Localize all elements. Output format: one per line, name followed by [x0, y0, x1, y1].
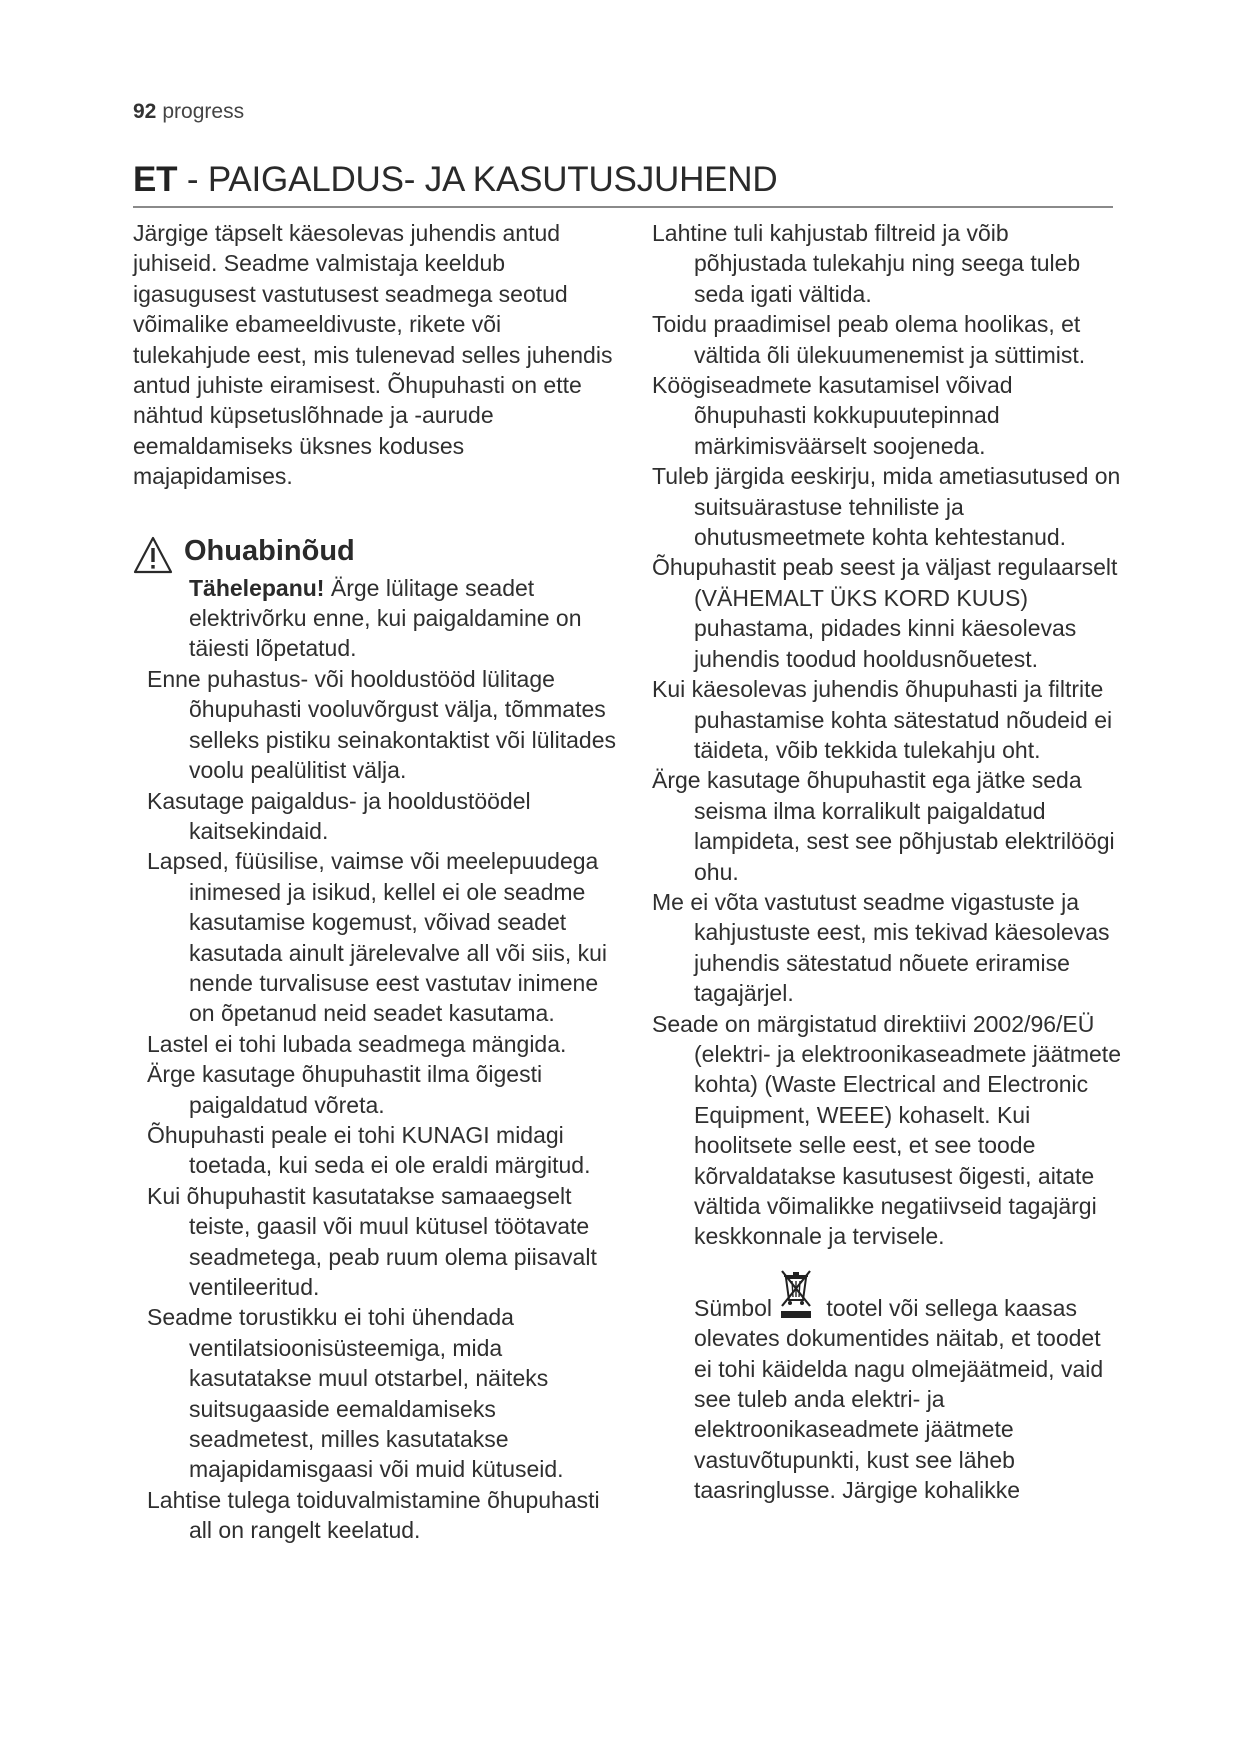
list-item: Seade on märgistatud direktiivi 2002/96/EÜ (elektri- ja elektroonikaseadmete jäätmete kohta) (Waste Electrical and Electronic Equipment, WEEE) kohaselt. Kui hoolitsete selle eest, et see toode kõrvaldatakse kasutusest õigesti, aitate vältida võimalikke negatiivseid tagajärgi keskkonnale ja tervisele. — [652, 1010, 1121, 1250]
list-item: Köögiseadmete kasutamisel võivad õhupuhasti kokkupuutepinnad märkimisväärselt soojeneda. — [652, 372, 1013, 459]
symbol-prefix: Sümbol — [694, 1294, 772, 1321]
list-item: Kui käesolevas juhendis õhupuhasti ja filtrite puhastamise kohta sätestatud nõudeid ei täideta, võib tekkida tulekahju oht. — [652, 676, 1113, 763]
list-item: Lastel ei tohi lubada seadmega mängida. — [147, 1030, 567, 1057]
list-item: Õhupuhastit peab seest ja väljast regulaarselt (VÄHEMALT ÜKS KORD KUUS) puhastama, pidades kinni käesolevas juhendis toodud hooldusnõuetest. — [652, 554, 1118, 672]
page-number: 92 — [133, 100, 157, 123]
brand-name: progress — [162, 100, 245, 123]
list-item: Seadme torustikku ei tohi ühendada ventilatsioonisüsteemiga, mida kasutatakse muul otstarbel, näiteks suitsugaaside eemaldamiseks seadmetest, milles kasutatakse majapidamisgaasi või muid kütuseid. — [147, 1304, 564, 1483]
section-title: Ohuabinõud — [184, 534, 355, 567]
attention-label: Tähelepanu! — [189, 574, 325, 601]
safety-list-left — [147, 664, 623, 1546]
list-item: Ärge kasutage õhupuhastit ega jätke seda seisma ilma korralikult paigaldatud lampideta, sest see põhjustab elektrilöögi ohu. — [652, 767, 1115, 885]
language-code: ET — [133, 160, 178, 199]
list-item: Kasutage paigaldus- ja hooldustöödel kaitsekindaid. — [147, 787, 531, 844]
list-item: Õhupuhasti peale ei tohi KUNAGI midagi toetada, kui seda ei ole eraldi märgitud. — [147, 1121, 591, 1179]
weee-symbol-paragraph — [694, 1268, 1122, 1506]
list-item: Tuleb järgida eeskirju, mida ametiasutused on suitsuärastuse tehniliste ja ohutusmeetmete kohta kehtestanud. — [652, 463, 1121, 551]
crossed-out-bin-icon — [778, 1268, 814, 1322]
list-item: Lapsed, füüsilise, vaimse või meelepuudega inimesed ja isikud, kellel ei ole seadme kasutamise kogemust, võivad seadet kasutada ainult järelevalve all või siis, kui nende turvalisuse eest vastutav inimene on õpetanud neid seadet kasutama. — [147, 848, 608, 1027]
attention-note — [189, 573, 623, 664]
right-column — [652, 218, 1122, 1506]
left-column — [133, 218, 623, 1546]
symbol-text: tootel või sellega kaasas olevates dokumentides näitab, et toodet ei tohi käidelda nagu olmejäätmeid, vaid see tuleb anda elektri- ja elektroonikaseadmete jäätmete vastuvõtupunkti, kust see läheb taasringlusse. Järgige kohalikke — [694, 1294, 1104, 1504]
intro-paragraph: Järgige täpselt käesolevas juhendis antud juhiseid. Seadme valmistaja keeldub igasugusest vastutusest seadmega seotud võimalike ebameeldivuste, rikete või tulekahjude eest, mis tulenevad selles juhendis antud juhiste eiramisest. Õhupuhasti on ette nähtud küpsetuslõhnade ja -aurude eemaldamiseks üksnes koduses majapidamises. — [133, 220, 613, 490]
document-title — [133, 160, 777, 200]
document-title-text: - PAIGALDUS- JA KASUTUSJUHEND — [177, 160, 778, 199]
list-item: Me ei võta vastutust seadme vigastuste ja kahjustuste eest, mis tekivad käesolevas juhendis sätestatud nõuete eriramise tagajärjel. — [652, 888, 1110, 1007]
title-divider — [133, 206, 1113, 208]
list-item: Enne puhastus- või hooldustööd lülitage õhupuhasti vooluvõrgust välja, tõmmates selleks pistiku seinakontaktist või lülitades voolu pealülitist välja. — [147, 665, 616, 784]
page-header — [133, 100, 244, 124]
list-item: Lahtise tulega toiduvalmistamine õhupuhasti all on rangelt keelatud. — [147, 1486, 600, 1544]
safety-section-heading — [133, 533, 623, 573]
warning-triangle-icon — [133, 535, 173, 575]
list-item: Toidu praadimisel peab olema hoolikas, et vältida õli ülekuumenemist ja süttimist. — [652, 311, 1086, 368]
list-item: Kui õhupuhastit kasutatakse samaaegselt teiste, gaasil või muul kütusel töötavate seadmetega, peab ruum olema piisavalt ventileeritud. — [147, 1182, 597, 1300]
attention-text: Ärge lülitage seadet elektrivõrku enne, kui paigaldamine on täiesti lõpetatud. — [189, 574, 582, 662]
list-item: Ärge kasutage õhupuhastit ilma õigesti paigaldatud võreta. — [147, 1061, 543, 1118]
list-item: Lahtine tuli kahjustab filtreid ja võib põhjustada tulekahju ning seega tuleb seda igati vältida. — [652, 220, 1081, 307]
